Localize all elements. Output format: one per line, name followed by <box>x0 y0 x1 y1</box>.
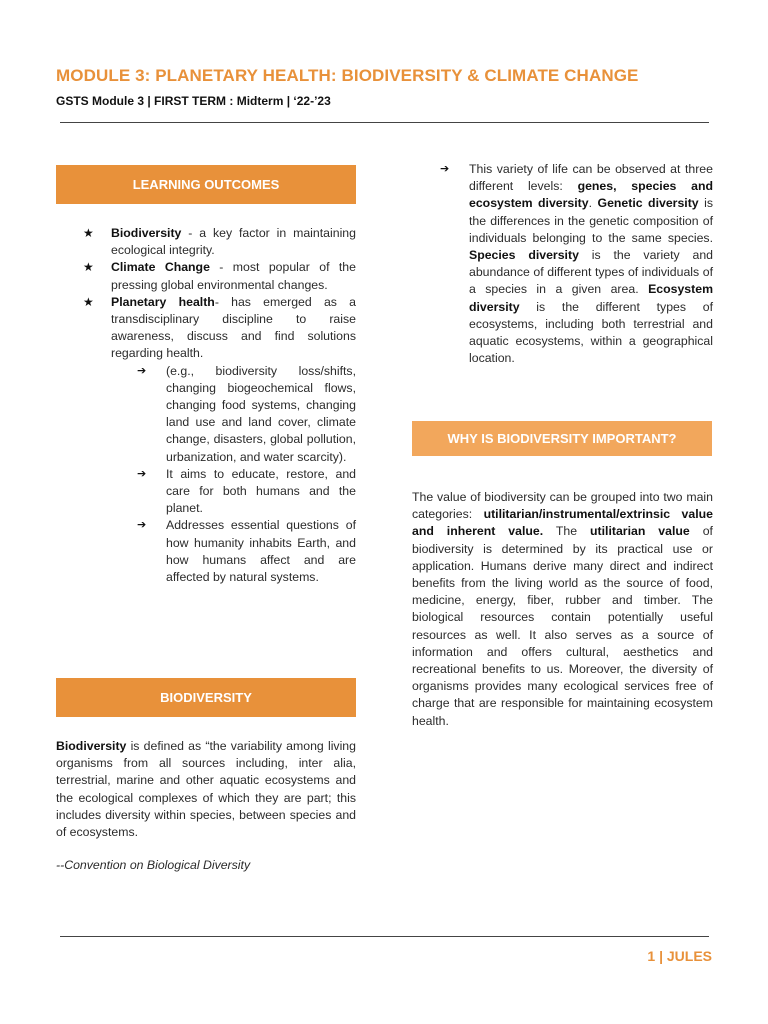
learning-outcomes-heading <box>56 165 356 204</box>
diversity-levels <box>440 161 713 367</box>
biodiversity-heading-text: BIODIVERSITY <box>160 690 252 705</box>
header-rule <box>60 122 709 123</box>
outcome-item: ★ Climate Change - most popular of the pressing global environmental changes. <box>82 259 356 293</box>
importance-paragraph: The value of biodiversity can be grouped into two main categories: utilitarian/instrumental/extrinsic value and inherent value. The utilitarian value of biodiversity is determined by its practical use or application. Humans derive many direct and indirect benefits from the living world as the source of food, medicine, energy, fiber, rubber and timber. The biological resources contain potentially useful resources as well. It also serves as a source of information and offers cultural, aesthetics and recreational benefits to us. Moreover, the diversity of organisms provides many ecological services free of charge that are responsible for maintaining ecosystem health. <box>412 490 713 728</box>
biodiversity-heading <box>56 678 356 717</box>
outcome-item: ★ Planetary health- has emerged as a transdisciplinary discipline to raise awareness, discuss and find solutions regarding health. ➔ (e.g., biodiversity loss/shifts, changing biogeochemical flows, changing food systems, changing land use and land cover, climate change, disasters, global pollution, urbanization, and water scarcity). ➔ It aims to educate, restore, and care for both humans and the planet. ➔ Addresses essential questions of how humanity inhabits Earth, and how humans affect and are affected by natural systems. <box>82 294 356 586</box>
levels-item: ➔ This variety of life can be observed at three different levels: genes, species and ecosystem diversity. Genetic diversity is the differences in the genetic composition of individuals belonging to the same species. Species diversity is the variety and abundance of different types of individuals of a species in a given area. Ecosystem diversity is the different types of ecosystems, including both terrestrial and aquatic ecosystems, within a geographical location. <box>440 161 713 367</box>
importance-heading <box>412 421 712 456</box>
biodiversity-definition: Biodiversity is defined as “the variability among living organisms from all sources including, inter alia, terrestrial, marine and other aquatic ecosystems and the ecological complexes of which they are part; this includes diversity within species, between species and of ecosystems. --Convention on Biological Diversity <box>56 738 356 874</box>
outcome-item: ★ Biodiversity - a key factor in maintaining ecological integrity. <box>82 225 356 259</box>
learning-outcomes-heading-text: LEARNING OUTCOMES <box>132 177 280 192</box>
outcome-sub-item: ➔ (e.g., biodiversity loss/shifts, changing biogeochemical flows, changing food systems, changing land use and land cover, climate change, disasters, global pollution, urbanization, and water scarcity). <box>137 363 356 466</box>
citation: --Convention on Biological Diversity <box>56 858 251 873</box>
importance-heading-text: WHY IS BIODIVERSITY IMPORTANT? <box>447 431 677 446</box>
footer-rule <box>60 936 709 937</box>
learning-outcomes-list <box>82 225 356 586</box>
page-footer: 1 | JULES <box>647 948 712 964</box>
outcome-sub-item: ➔ It aims to educate, restore, and care for both humans and the planet. <box>137 466 356 518</box>
page-subtitle: GSTS Module 3 | FIRST TERM : Midterm | ‘22-’23 <box>56 94 331 108</box>
outcome-sub-item: ➔ Addresses essential questions of how humanity inhabits Earth, and how humans affect and are affected by natural systems. <box>137 517 356 586</box>
page-title: MODULE 3: PLANETARY HEALTH: BIODIVERSITY & CLIMATE CHANGE <box>56 66 639 85</box>
